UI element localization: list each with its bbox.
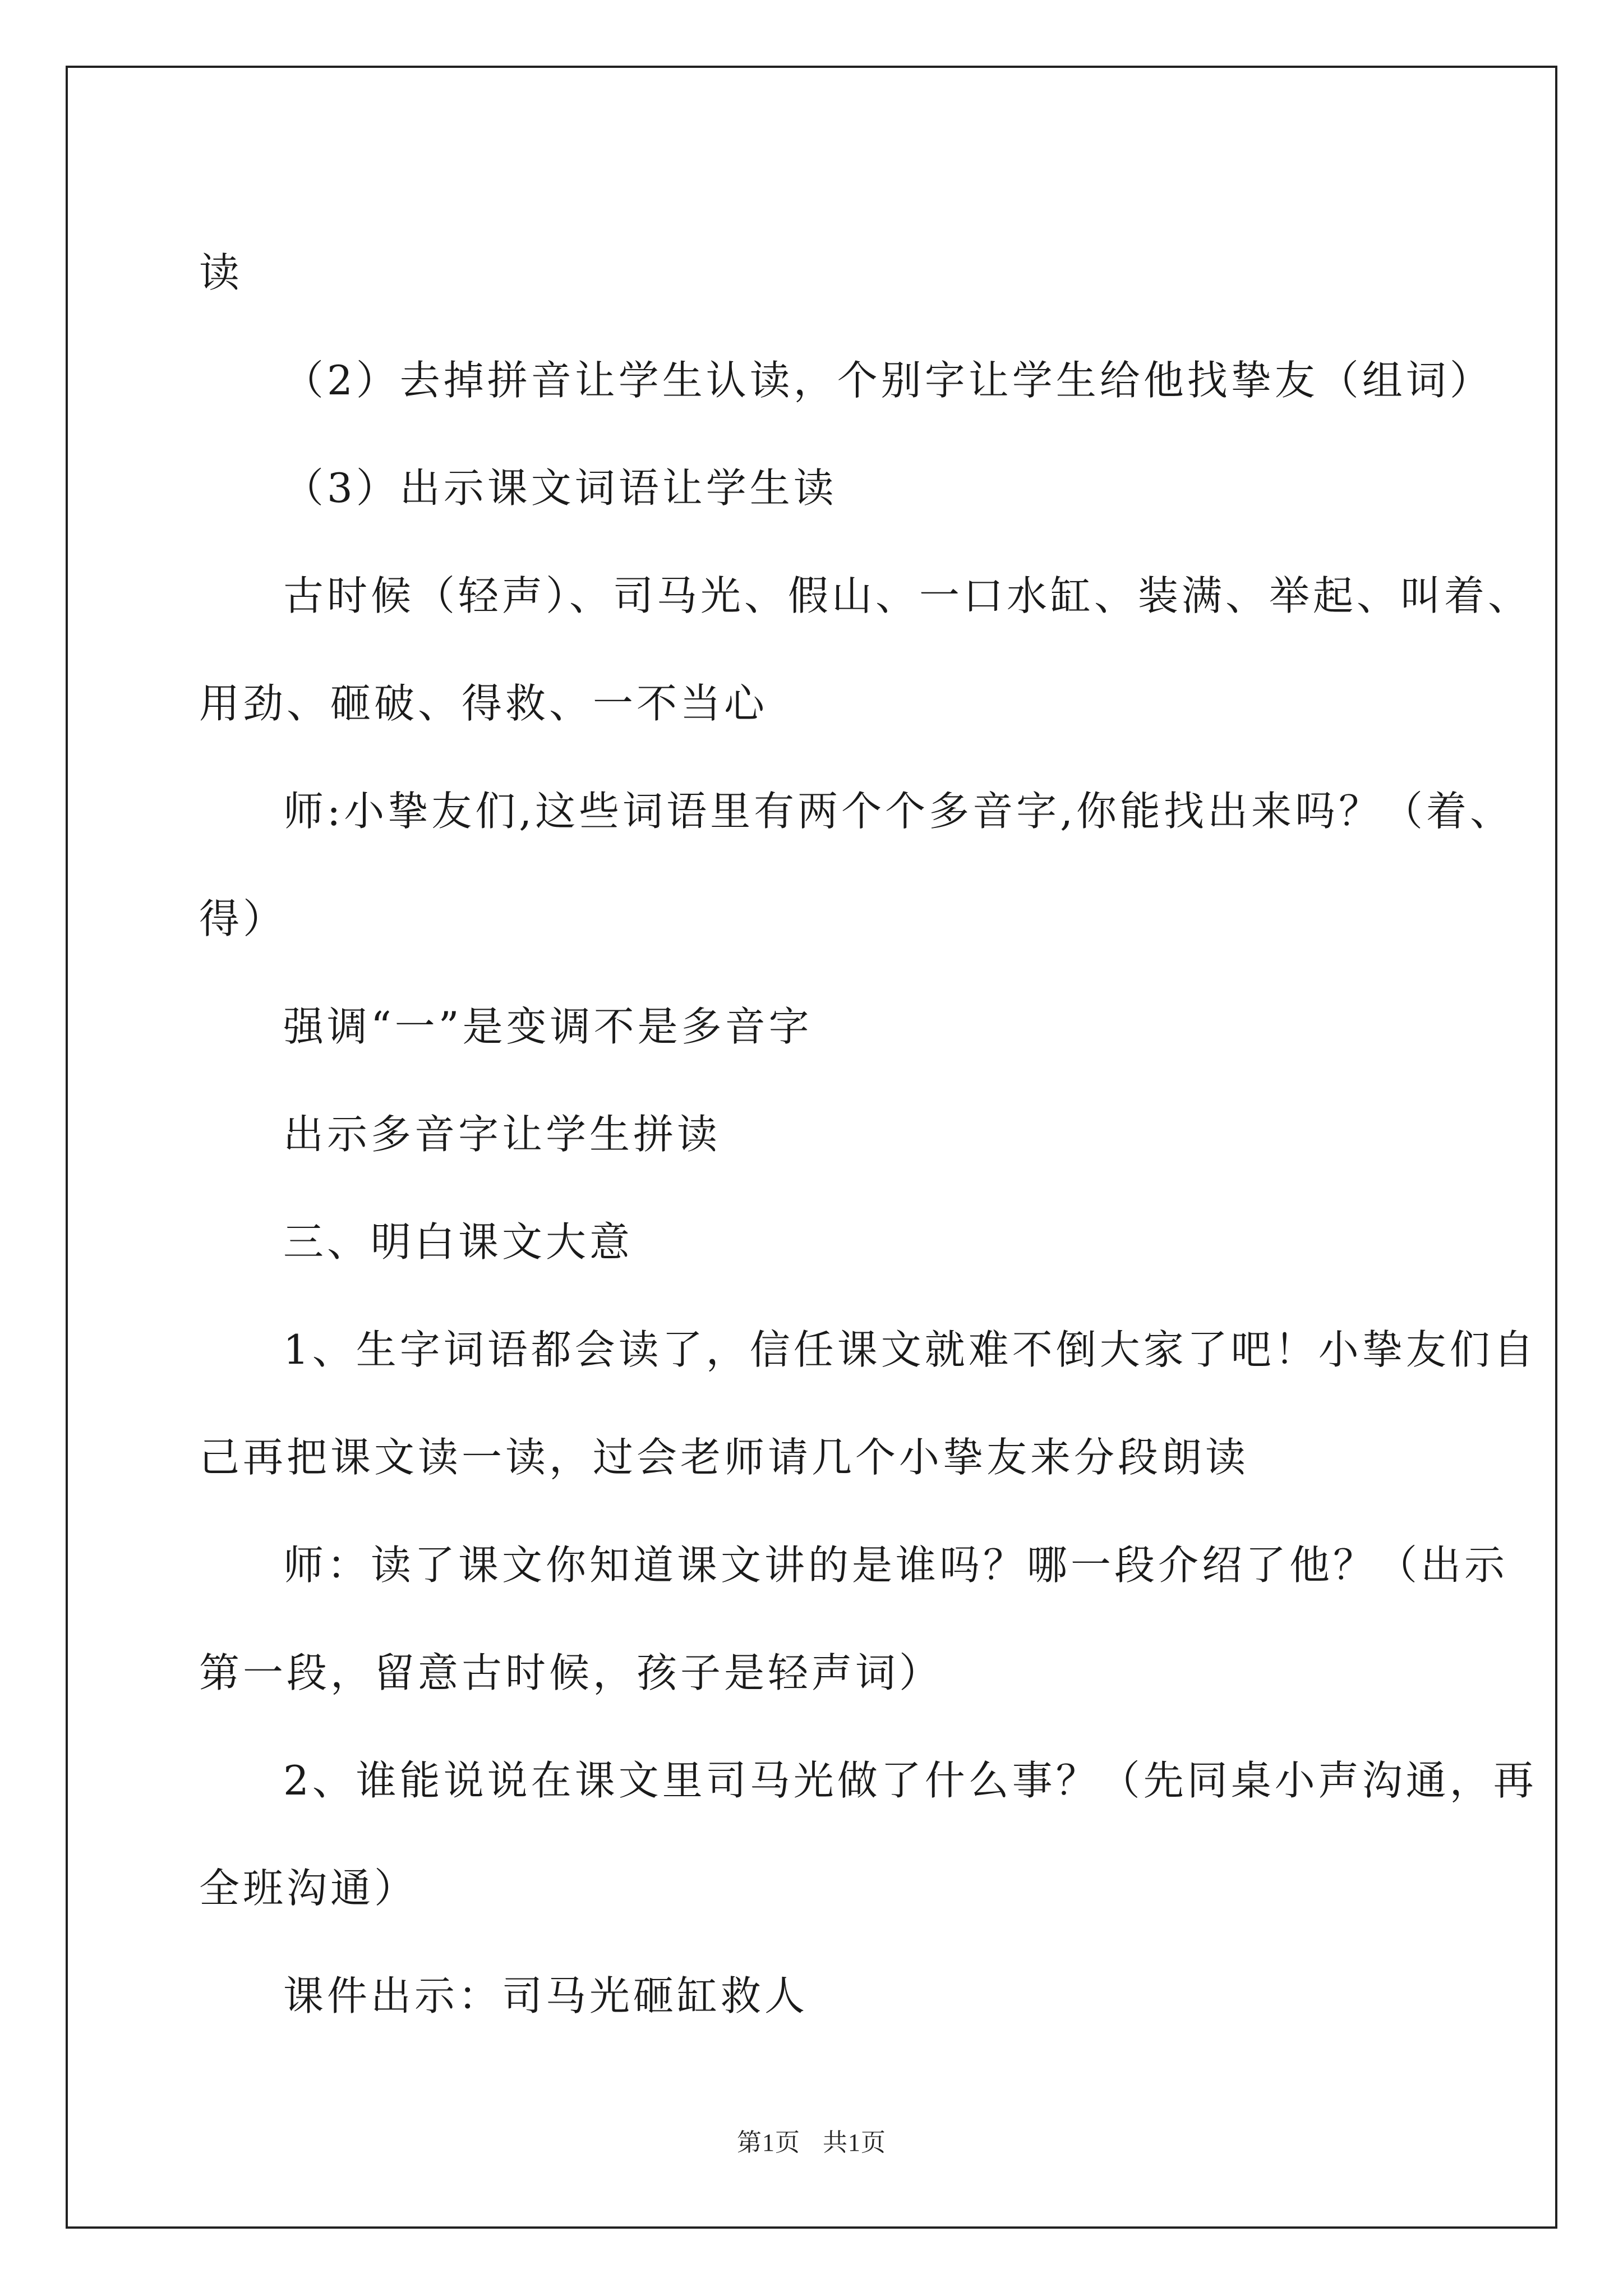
paragraph: 全班沟通） xyxy=(199,1865,418,1912)
paragraph: 出示多音字让学生拼读 xyxy=(283,1111,721,1158)
paragraph: 己再把课文读一读，过会老师请几个小挚友来分段朗读 xyxy=(199,1434,1249,1481)
paragraph: （2）去掉拼音让学生认读，个别字让学生给他找挚友（组词） xyxy=(283,357,1493,404)
paragraph: 读 xyxy=(199,249,243,296)
paragraph: （3）出示课文词语让学生读 xyxy=(283,464,837,512)
paragraph: 师：读了课文你知道课文讲的是谁吗？哪一段介绍了他？（出示 xyxy=(283,1542,1509,1589)
paragraph: 课件出示：司马光砸缸救人 xyxy=(283,1972,809,2019)
paragraph: 1、生字词语都会读了，信任课文就难不倒大家了吧！小挚友们自 xyxy=(283,1326,1537,1373)
document-body xyxy=(199,219,1537,2050)
paragraph: 古时候（轻声）、司马光、假山、一口水缸、装满、举起、叫着、 xyxy=(283,572,1532,619)
page-footer xyxy=(0,2126,1623,2160)
paragraph: 用劲、砸破、得救、一不当心 xyxy=(199,680,768,727)
paragraph: 2、谁能说说在课文里司马光做了什么事？（先同桌小声沟通，再 xyxy=(283,1757,1537,1804)
paragraph: 得） xyxy=(199,895,287,942)
section-heading: 三、明白课文大意 xyxy=(283,1218,634,1266)
page-number-current: 第1页 xyxy=(737,2129,800,2156)
paragraph: 第一段，留意古时候，孩子是轻声词） xyxy=(199,1649,943,1696)
page-number-total: 共1页 xyxy=(823,2129,886,2156)
paragraph: 强调“一”是变调不是多音字 xyxy=(283,1003,813,1050)
paragraph: 师:小挚友们,这些词语里有两个个多音字,你能找出来吗？（着、 xyxy=(283,788,1514,835)
